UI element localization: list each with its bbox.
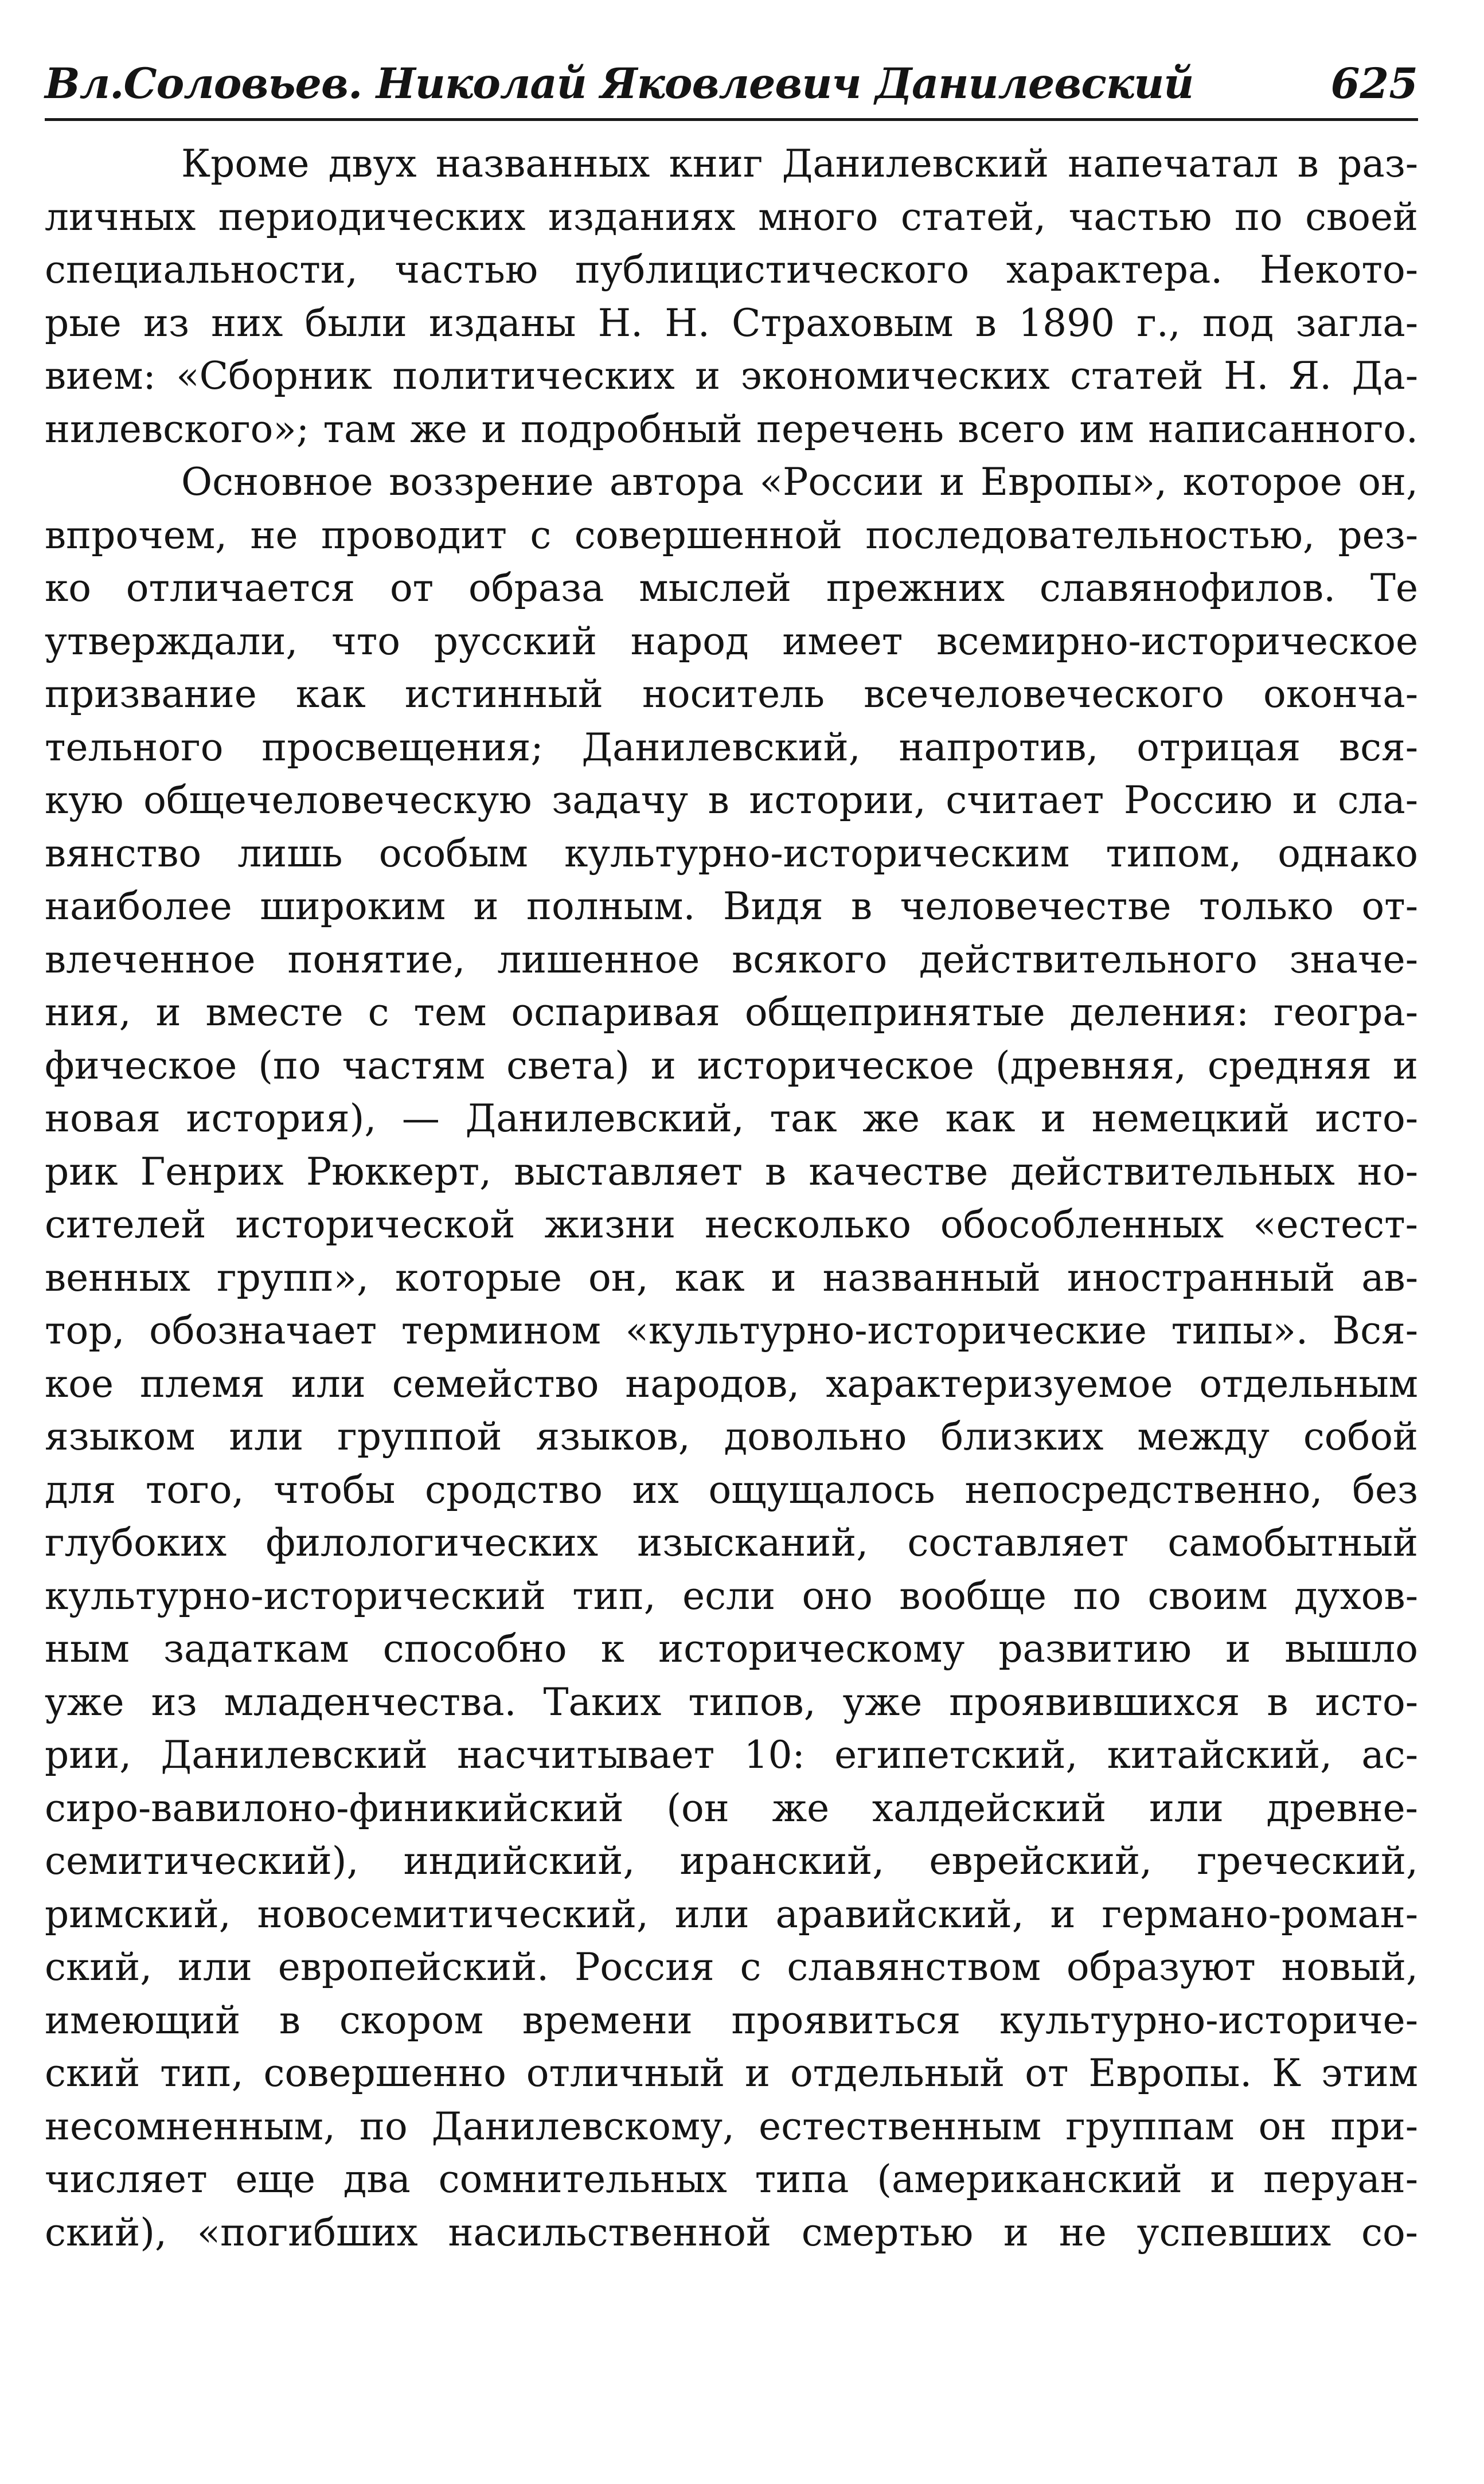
text-line: языком или группой языков, довольно близких между собой — [45, 1415, 1418, 1459]
text-line: влеченное понятие, лишенное всякого действительного значе- — [45, 937, 1418, 982]
text-line: призвание как истинный носитель всечеловеческого оконча- — [45, 672, 1418, 716]
text-line: тор, обозначает термином «культурно-исторические типы». Вся- — [45, 1309, 1418, 1353]
text-line: новая история), — Данилевский, так же как и немецкий исто- — [45, 1096, 1418, 1141]
text-line: специальности, частью публицистического характера. Некото- — [45, 248, 1418, 292]
text-line: культурно-исторический тип, если оно вообще по своим духов- — [45, 1573, 1418, 1618]
text-line: фическое (по частям света) и историческое (древняя, средняя и — [45, 1043, 1418, 1088]
paragraph — [45, 456, 1418, 2259]
text-line: наиболее широким и полным. Видя в человечестве только от- — [45, 884, 1418, 928]
body-text — [45, 138, 1418, 2259]
text-line: утверждали, что русский народ имеет всемирно-историческое — [45, 619, 1418, 663]
text-line: ский тип, совершенно отличный и отдельный от Европы. К этим — [45, 2051, 1418, 2095]
text-line: ский, или европейский. Россия с славянством образуют новый, — [45, 1945, 1418, 1989]
running-title: Вл.Соловьев. Николай Яковлевич Данилевский — [45, 59, 1194, 108]
text-line: рые из них были изданы Н. Н. Страховым в 1890 г., под загла- — [45, 300, 1418, 345]
text-line: Основное воззрение автора «России и Европы», которое он, — [181, 460, 1418, 504]
text-line: глубоких филологических изысканий, составляет самобытный — [45, 1521, 1418, 1565]
text-line: нилевского»; там же и подробный перечень всего им написанного. — [45, 407, 1418, 451]
text-line: вием: «Сборник политических и экономических статей Н. Я. Да- — [45, 354, 1418, 398]
text-line: сиро-вавилоно-финикийский (он же халдейский или древне- — [45, 1786, 1418, 1830]
text-line: ния, и вместе с тем оспаривая общепринятые деления: геогра- — [45, 990, 1418, 1034]
header-rule — [45, 118, 1418, 121]
text-line: уже из младенчества. Таких типов, уже проявившихся в исто- — [45, 1680, 1418, 1724]
text-line: Кроме двух названных книг Данилевский напечатал в раз- — [181, 142, 1418, 186]
text-line: для того, чтобы сродство их ощущалось непосредственно, без — [45, 1467, 1418, 1512]
text-line: тельного просвещения; Данилевский, напротив, отрицая вся- — [45, 725, 1418, 770]
text-line: ко отличается от образа мыслей прежних славянофилов. Те — [45, 566, 1418, 610]
text-line: несомненным, по Данилевскому, естественным группам он при- — [45, 2104, 1418, 2149]
running-head — [45, 55, 1418, 123]
text-line: семитический), индийский, иранский, еврейский, греческий, — [45, 1839, 1418, 1883]
text-line: вянство лишь особым культурно-историческим типом, однако — [45, 831, 1418, 876]
text-line: имеющий в скором времени проявиться культурно-историче- — [45, 1998, 1418, 2042]
text-line: сителей исторической жизни несколько обособленных «естест- — [45, 1202, 1418, 1247]
text-line: римский, новосемитический, или аравийский, и германо-роман- — [45, 1892, 1418, 1936]
text-line: числяет еще два сомнительных типа (американский и перуан- — [45, 2157, 1418, 2201]
page-number: 625 — [1330, 59, 1418, 108]
text-line: рии, Данилевский насчитывает 10: египетский, китайский, ас- — [45, 1733, 1418, 1777]
text-line: венных групп», которые он, как и названный иностранный ав- — [45, 1255, 1418, 1300]
text-line: ский), «погибших насильственной смертью и не успевших со- — [45, 2210, 1418, 2255]
text-line: кое племя или семейство народов, характеризуемое отдельным — [45, 1361, 1418, 1406]
text-line: впрочем, не проводит с совершенной последовательностью, рез- — [45, 513, 1418, 557]
text-line: рик Генрих Рюккерт, выставляет в качестве действительных но- — [45, 1149, 1418, 1194]
paragraph — [45, 138, 1418, 456]
text-line: личных периодических изданиях много статей, частью по своей — [45, 194, 1418, 239]
text-line: кую общечеловеческую задачу в истории, считает Россию и сла- — [45, 778, 1418, 822]
text-line: ным задаткам способно к историческому развитию и вышло — [45, 1627, 1418, 1671]
